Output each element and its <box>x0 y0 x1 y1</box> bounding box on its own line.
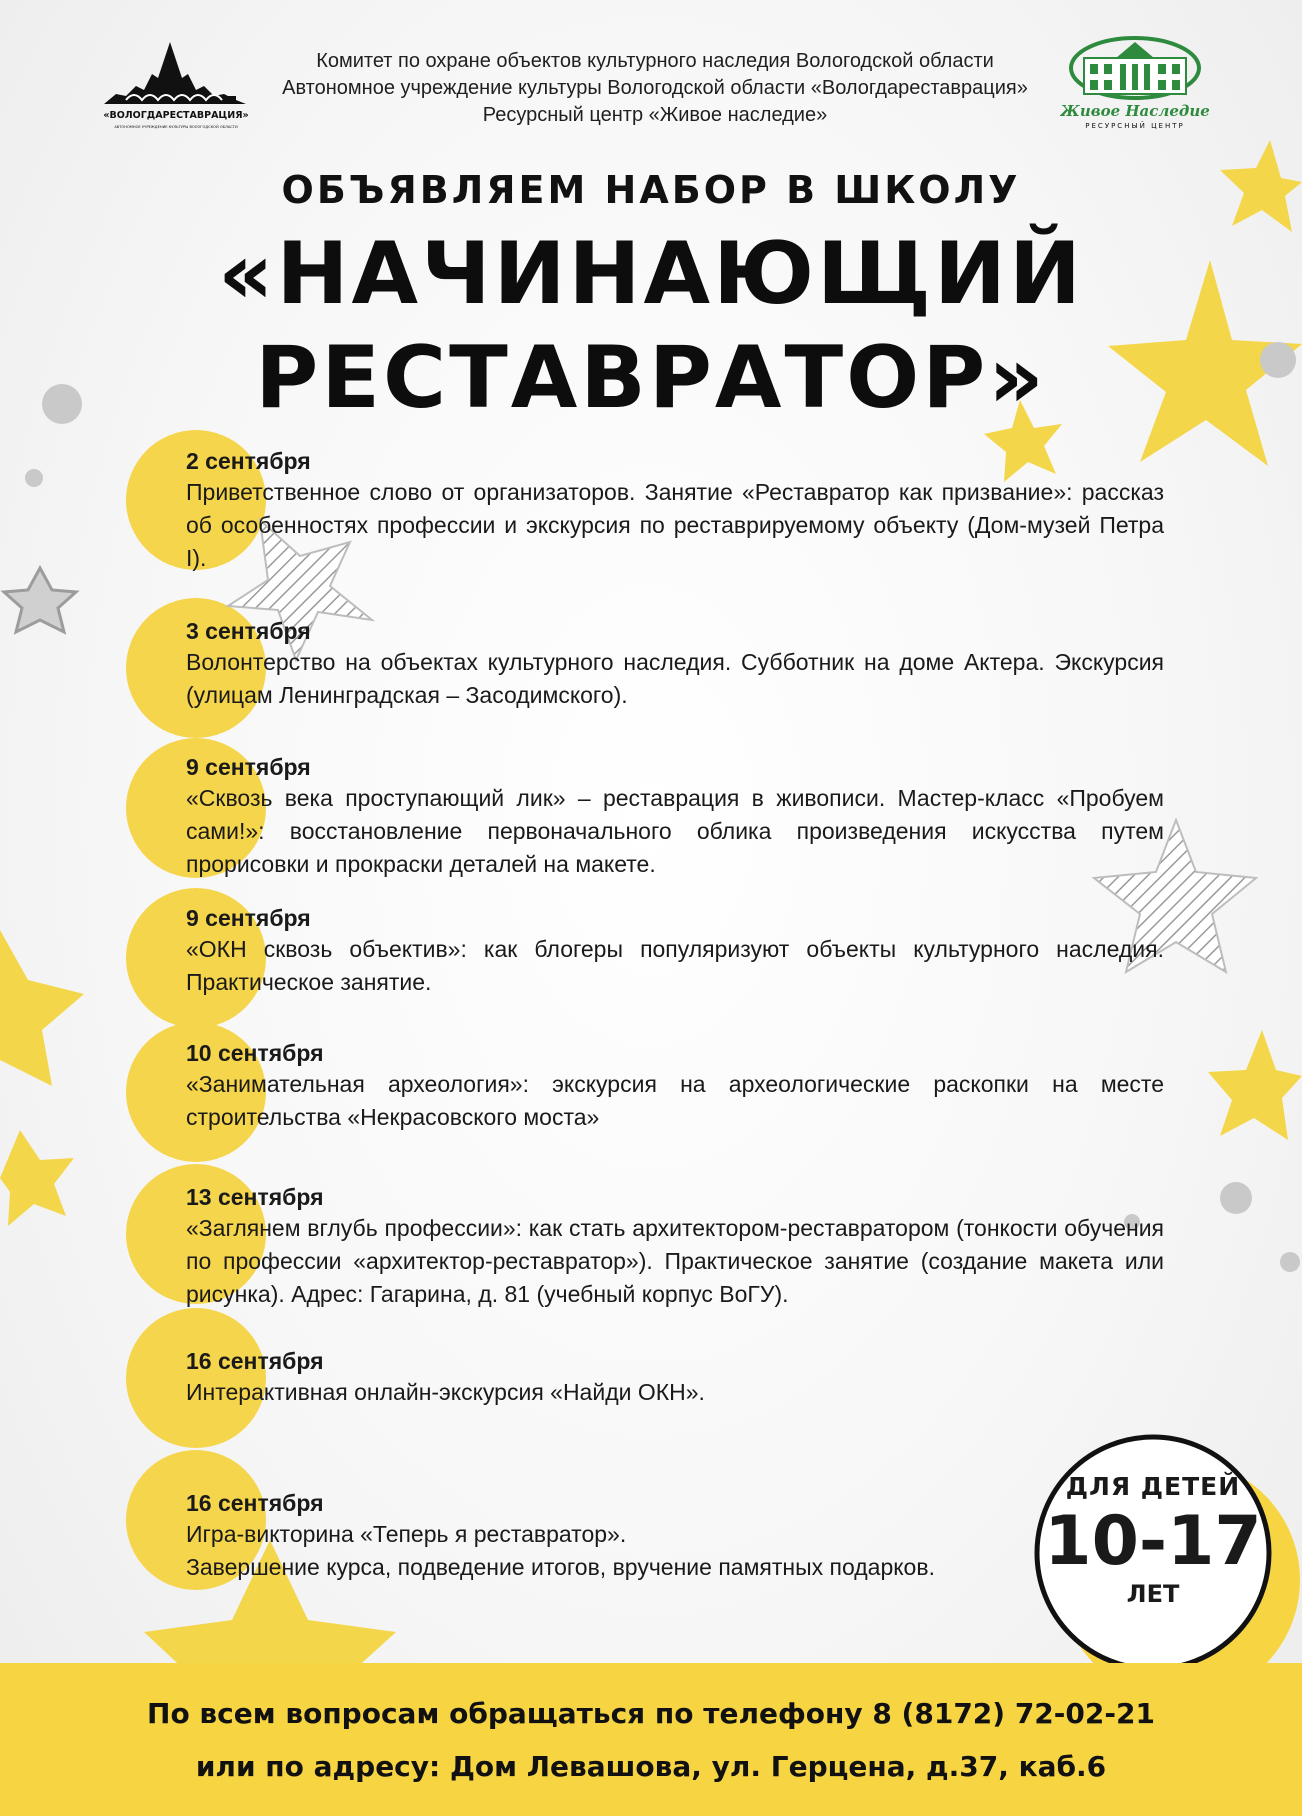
title-line: РЕСТАВРАТОР» <box>255 328 1047 428</box>
vologdarestavratsiya-logo <box>96 34 256 134</box>
badge-line-1: ДЛЯ ДЕТЕЙ <box>1065 1472 1241 1501</box>
event-description: «ОКН сквозь объектив»: как блогеры популяризуют объекты культурного наследия. Практическое занятие. <box>186 936 1164 995</box>
event-date: 16 сентября <box>186 1490 324 1516</box>
title-line: «НАЧИНАЮЩИЙ <box>218 224 1084 324</box>
headline: ОБЪЯВЛЯЕМ НАБОР В ШКОЛУ <box>281 168 1021 212</box>
contact-address: или по адресу: Дом Левашова, ул. Герцена, д.37, каб.6 <box>195 1750 1107 1783</box>
event-description-line: Игра-викторина «Теперь я реставратор». <box>186 1521 627 1547</box>
contact-phone: По всем вопросам обращаться по телефону 8 (8172) 72-02-21 <box>147 1697 1155 1730</box>
svg-text:Живое Наследие: Живое Наследие <box>1060 102 1210 120</box>
svg-text:«ВОЛОГДАРЕСТАВРАЦИЯ»: «ВОЛОГДАРЕСТАВРАЦИЯ» <box>103 110 249 121</box>
event-description: «Сквозь века проступающий лик» – реставрация в живописи. Мастер-класс «Пробуем сами!»: восстановление первоначального облика произведения искусства путем прорисовки и прокраски деталей на макете. <box>186 785 1164 877</box>
organizer-line: Ресурсный центр «Живое наследие» <box>482 104 828 126</box>
zhivoe-nasledie-logo <box>1060 28 1210 138</box>
event-date: 2 сентября <box>186 448 311 474</box>
schedule-item <box>186 1182 1164 1311</box>
schedule-item <box>186 1038 1164 1134</box>
kremlin-logo-icon <box>96 34 256 134</box>
schedule-item <box>186 903 1164 999</box>
organizer-line: Автономное учреждение культуры Вологодской области «Вологдареставрация» <box>282 77 1028 99</box>
schedule-item <box>186 616 1164 712</box>
organizer-line: Комитет по охране объектов культурного наследия Вологодской области <box>316 50 994 72</box>
badge-age-range: 10-17 <box>1044 1502 1262 1581</box>
event-date: 16 сентября <box>186 1348 324 1374</box>
page-title <box>0 222 1302 430</box>
event-description: Интерактивная онлайн-экскурсия «Найди ОКН». <box>186 1379 705 1405</box>
event-description: «Занимательная археология»: экскурсия на археологические раскопки на месте строительства «Некрасовского моста» <box>186 1071 1164 1130</box>
svg-text:АВТОНОМНОЕ УЧРЕЖДЕНИЕ КУЛЬТУРЫ: АВТОНОМНОЕ УЧРЕЖДЕНИЕ КУЛЬТУРЫ ВОЛОГОДСКОЙ ОБЛАСТИ <box>114 125 238 129</box>
star-icon <box>0 930 84 1086</box>
schedule-item <box>186 752 1164 881</box>
event-description: Волонтерство на объектах культурного наследия. Субботник на доме Актера. Экскурсия (улицам Ленинградская – Засодимского). <box>186 649 1164 708</box>
star-icon <box>1208 1030 1302 1140</box>
svg-text:РЕСУРСНЫЙ ЦЕНТР: РЕСУРСНЫЙ ЦЕНТР <box>1085 122 1185 130</box>
contact-footer <box>0 1663 1302 1816</box>
event-description-line: Завершение курса, подведение итогов, вручение памятных подарков. <box>186 1554 935 1580</box>
event-date: 13 сентября <box>186 1184 324 1210</box>
star-icon <box>4 568 76 632</box>
event-description: «Заглянем вглубь профессии»: как стать архитектором-реставратором (тонкости обучения по профессии «архитектор-реставратор»). Практическое занятие (создание макета или рисунка). Адрес: Гагарина, д. 81 (учебный корпус ВоГУ). <box>186 1215 1164 1307</box>
schedule-item <box>186 446 1164 575</box>
organizers <box>250 48 1060 129</box>
event-date: 9 сентября <box>186 754 311 780</box>
event-description: Приветственное слово от организаторов. Занятие «Реставратор как призвание»: рассказ об особенностях профессии и экскурсия по реставрируемому объекту (Дом-музей Петра I). <box>186 479 1164 571</box>
badge-line-3: ЛЕТ <box>1126 1580 1180 1608</box>
schedule-item <box>186 1346 1164 1409</box>
event-date: 3 сентября <box>186 618 311 644</box>
event-date: 9 сентября <box>186 905 311 931</box>
star-icon <box>0 1130 74 1226</box>
event-date: 10 сентября <box>186 1040 324 1066</box>
manor-house-logo-icon <box>1060 28 1210 138</box>
schedule-item <box>186 1488 1164 1584</box>
age-badge <box>1030 1430 1300 1700</box>
